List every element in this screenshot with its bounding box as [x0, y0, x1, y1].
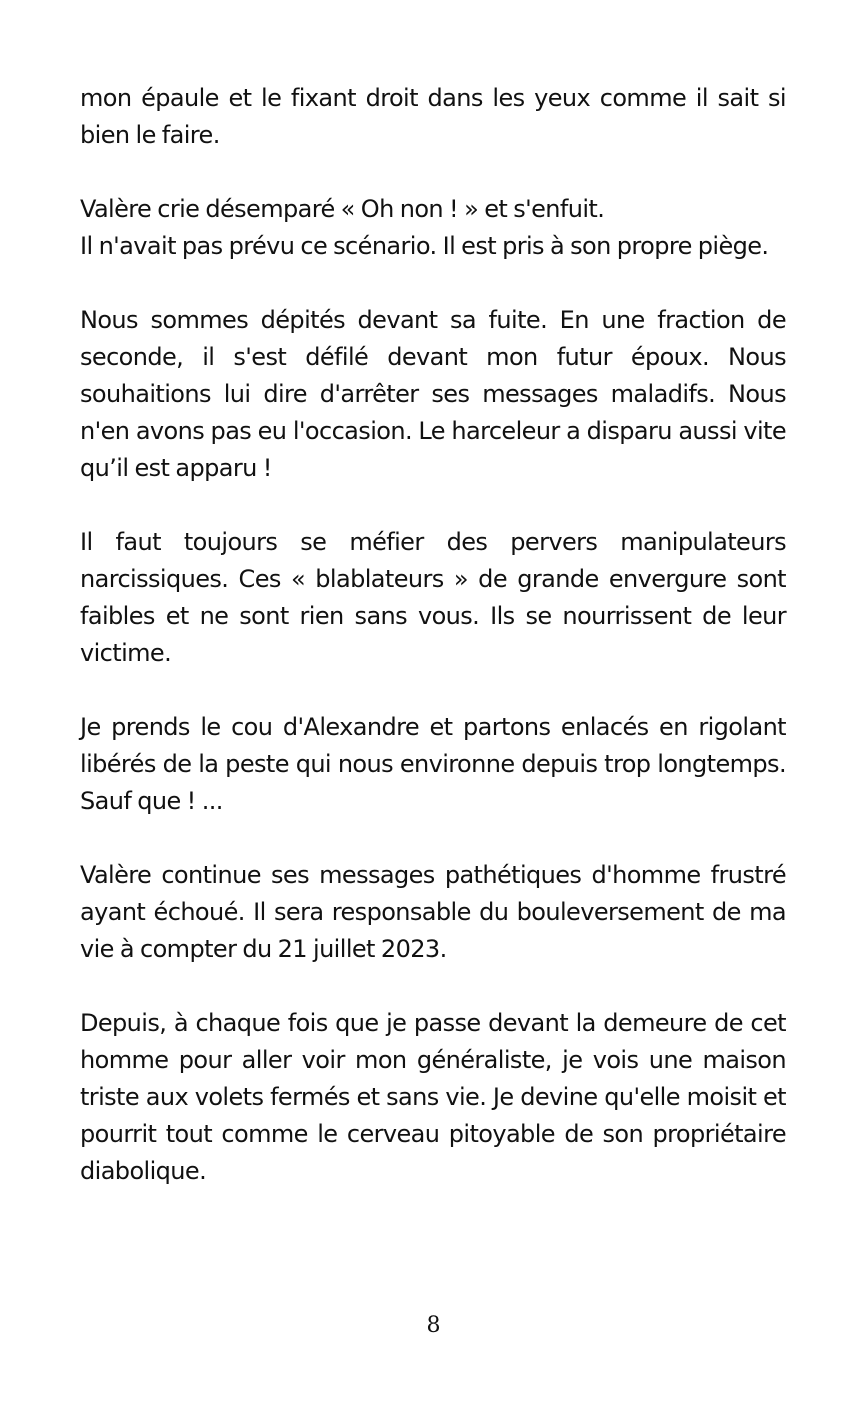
page-number: 8: [426, 1313, 441, 1338]
paragraph-2-line-2: Il n'avait pas prévu ce scénario. Il est pris à son propre piège.: [80, 232, 769, 260]
paragraph-7: Depuis, à chaque fois que je passe devant la demeure de cet homme pour aller voir mon généraliste, je vois une maison triste aux volets fermés et sans vie. Je devine qu'elle moisit et pourrit tout comme le cerveau pitoyable de son propriétaire diabolique.: [80, 1009, 786, 1185]
body-text: [80, 80, 786, 1227]
paragraph-1: mon épaule et le fixant droit dans les yeux comme il sait si bien le faire.: [80, 84, 786, 149]
paragraph-4: Il faut toujours se méfier des pervers manipulateurs narcissiques. Ces « blablateurs » de grande envergure sont faibles et ne sont rien sans vous. Ils se nourrissent de leur victime.: [80, 528, 786, 667]
paragraph-2: [80, 191, 786, 265]
paragraph-6: Valère continue ses messages pathétiques d'homme frustré ayant échoué. Il sera responsable du bouleversement de ma vie à compter du 21 juillet 2023.: [80, 861, 786, 963]
paragraph-5: Je prends le cou d'Alexandre et partons enlacés en rigolant libérés de la peste qui nous environne depuis trop longtemps. Sauf que ! ...: [80, 713, 786, 815]
paragraph-2-line-1: Valère crie désemparé « Oh non ! » et s'enfuit.: [80, 195, 605, 223]
paragraph-3: Nous sommes dépités devant sa fuite. En une fraction de seconde, il s'est défilé devant mon futur époux. Nous souhaitions lui dire d'arrêter ses messages maladifs. Nous n'en avons pas eu l'occasion. Le harceleur a disparu aussi vite qu’il est apparu !: [80, 306, 786, 482]
